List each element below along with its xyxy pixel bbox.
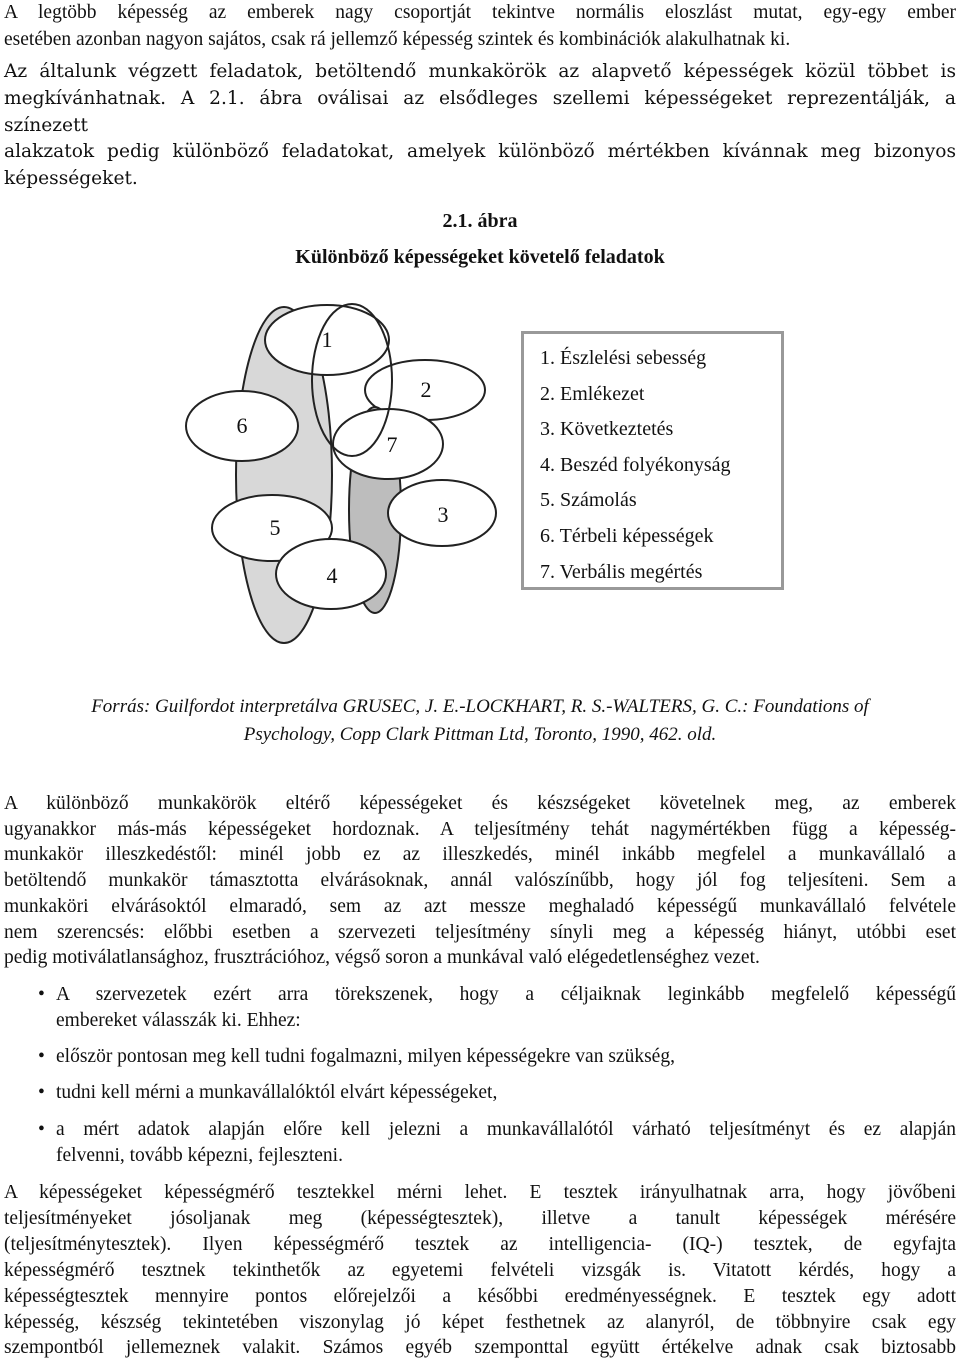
legend-item: 3. Következtetés xyxy=(540,418,674,441)
intro-paragraph xyxy=(4,0,956,54)
text-line: képesség, készség tekintetében viszonylag jó képet festhetnek az alanyról, de többnyire csak egy xyxy=(4,1311,956,1333)
figure-intro-paragraph xyxy=(4,59,956,193)
text-line: szempontból jellemeznek valakit. Számos egyéb szemponttal együtt értékelve adnak csak biztosabb xyxy=(4,1337,956,1359)
bullet-list xyxy=(38,982,956,1033)
oval-label-4: 4 xyxy=(326,563,338,588)
legend-item: 1. Észlelési sebesség xyxy=(540,347,707,369)
text-line: • tudni kell mérni a munkavállalóktól elvárt képességeket, xyxy=(56,1082,498,1103)
oval-label-3: 3 xyxy=(437,502,449,527)
oval-label-2: 2 xyxy=(420,377,432,402)
text-line: nem szerencsés: előbbi esetben a szervezeti teljesítmény sínyli meg a képesség hiányt, utóbbi eset xyxy=(4,921,956,943)
body-paragraph xyxy=(4,791,956,971)
legend-item: 2. Emlékezet xyxy=(540,382,645,405)
text-line: képességeket. xyxy=(4,168,138,190)
text-line: teljesítményeket jósoljanak meg (képességtesztek), illetve a tanult képességek mérésére xyxy=(4,1207,956,1229)
text-line: képességmérő tesztnek tekinthetők az egyetemi felvételi vizsgák is. Vitatott kérdés, hogy a xyxy=(4,1259,956,1281)
text-line: (teljesítménytesztek). Ilyen képességmérő tesztek az intelligencia- (IQ-) tesztek, de egyfajta xyxy=(4,1233,956,1255)
text-line: ugyanakkor más-más képességeket hordoznak. A teljesítmény tehát nagymértékben függ a képesség- xyxy=(4,818,956,840)
text-line: • A szervezetek ezért arra törekszenek, hogy a céljaiknak leginkább megfelelő képességű xyxy=(56,984,956,1005)
list-item xyxy=(38,1044,956,1070)
text-line: esetében azonban nagyon sajátos, csak rá jellemző képesség szintek és kombinációk alakulhatnak ki. xyxy=(4,28,791,50)
text-line: alakzatok pedig különböző feladatokat, amelyek különböző mértékben kívánnak meg bizonyos xyxy=(4,141,956,163)
oval-label-1: 1 xyxy=(321,327,333,352)
figure-number: 2.1. ábra xyxy=(442,210,518,232)
legend-item: 6. Térbeli képességek xyxy=(540,524,714,547)
text-line: A különböző munkakörök eltérő képességeket és készségeket követelnek meg, az emberek xyxy=(4,793,956,814)
body-paragraph xyxy=(4,1180,956,1361)
text-line: felvenni, tovább képezni, fejleszteni. xyxy=(56,1144,343,1166)
list-item xyxy=(38,982,956,1033)
text-line: embereket válasszák ki. Ehhez: xyxy=(56,1009,301,1031)
text-line: • a mért adatok alapján előre kell jelezni a munkavállalótól várható teljesítményt és ez alapján xyxy=(56,1119,956,1140)
list-item xyxy=(38,1117,956,1168)
text-line: • először pontosan meg kell tudni fogalmazni, milyen képességekre van szükség, xyxy=(56,1046,675,1067)
text-line: munkaköri elvárásoktól elmaradó, sem az azt messze meghaladó képességű munkavállaló felvétele xyxy=(4,895,956,917)
source-line: Psychology, Copp Clark Pittman Ltd, Toronto, 1990, 462. old. xyxy=(243,724,717,745)
text-line: pedig motiválatlansághoz, frusztrációhoz, végső soron a munkával való elégedetlenséghez vezet. xyxy=(4,947,760,969)
text-line: képességtesztek mennyire pontos előrejelzői a későbbi eredményességnek. E tesztek egy adott xyxy=(4,1285,956,1307)
figure-source xyxy=(0,693,960,749)
legend-item: 5. Számolás xyxy=(540,489,637,512)
source-line: Forrás: Guilfordot interpretálva GRUSEC, J. E.-LOCKHART, R. S.-WALTERS, G. C.: Foundations of xyxy=(91,696,869,717)
figure-title: Különböző képességeket követelő feladatok xyxy=(295,246,665,268)
oval-label-7: 7 xyxy=(386,432,398,457)
text-line: Az általunk végzett feladatok, betöltendő munkakörök az alapvető képességek közül többet is xyxy=(4,61,956,82)
bullet-list xyxy=(38,1117,956,1168)
legend-item: 4. Beszéd folyékonyság xyxy=(540,453,731,476)
list-item xyxy=(38,1080,956,1106)
legend-item: 7. Verbális megértés xyxy=(540,560,703,583)
abilities-venn-diagram xyxy=(180,300,520,675)
figure-legend xyxy=(521,331,784,590)
text-line: A képességeket képességmérő tesztekkel mérni lehet. E tesztek irányulhatnak arra, hogy jövőbeni xyxy=(4,1182,956,1203)
oval-label-6: 6 xyxy=(236,413,248,438)
text-line: munkakör illeszkedéstől: minél jobb ez az illeszkedés, minél inkább megfelel a munkavállaló a xyxy=(4,844,956,866)
text-line: betöltendő munkakör támasztotta elvárásoknak, annál valószínűbb, hogy jól fog teljesíteni. Sem a xyxy=(4,870,956,892)
text-line: megkívánhatnak. A 2.1. ábra oválisai az elsődleges szellemi képességeket reprezentálják, a színezett xyxy=(4,87,956,136)
bullet-list xyxy=(38,1080,956,1106)
bullet-list xyxy=(38,1044,956,1070)
oval-label-5: 5 xyxy=(269,515,281,540)
text-line: A legtöbb képesség az emberek nagy csoportját tekintve normális eloszlást mutat, egy-egy ember xyxy=(4,2,956,23)
